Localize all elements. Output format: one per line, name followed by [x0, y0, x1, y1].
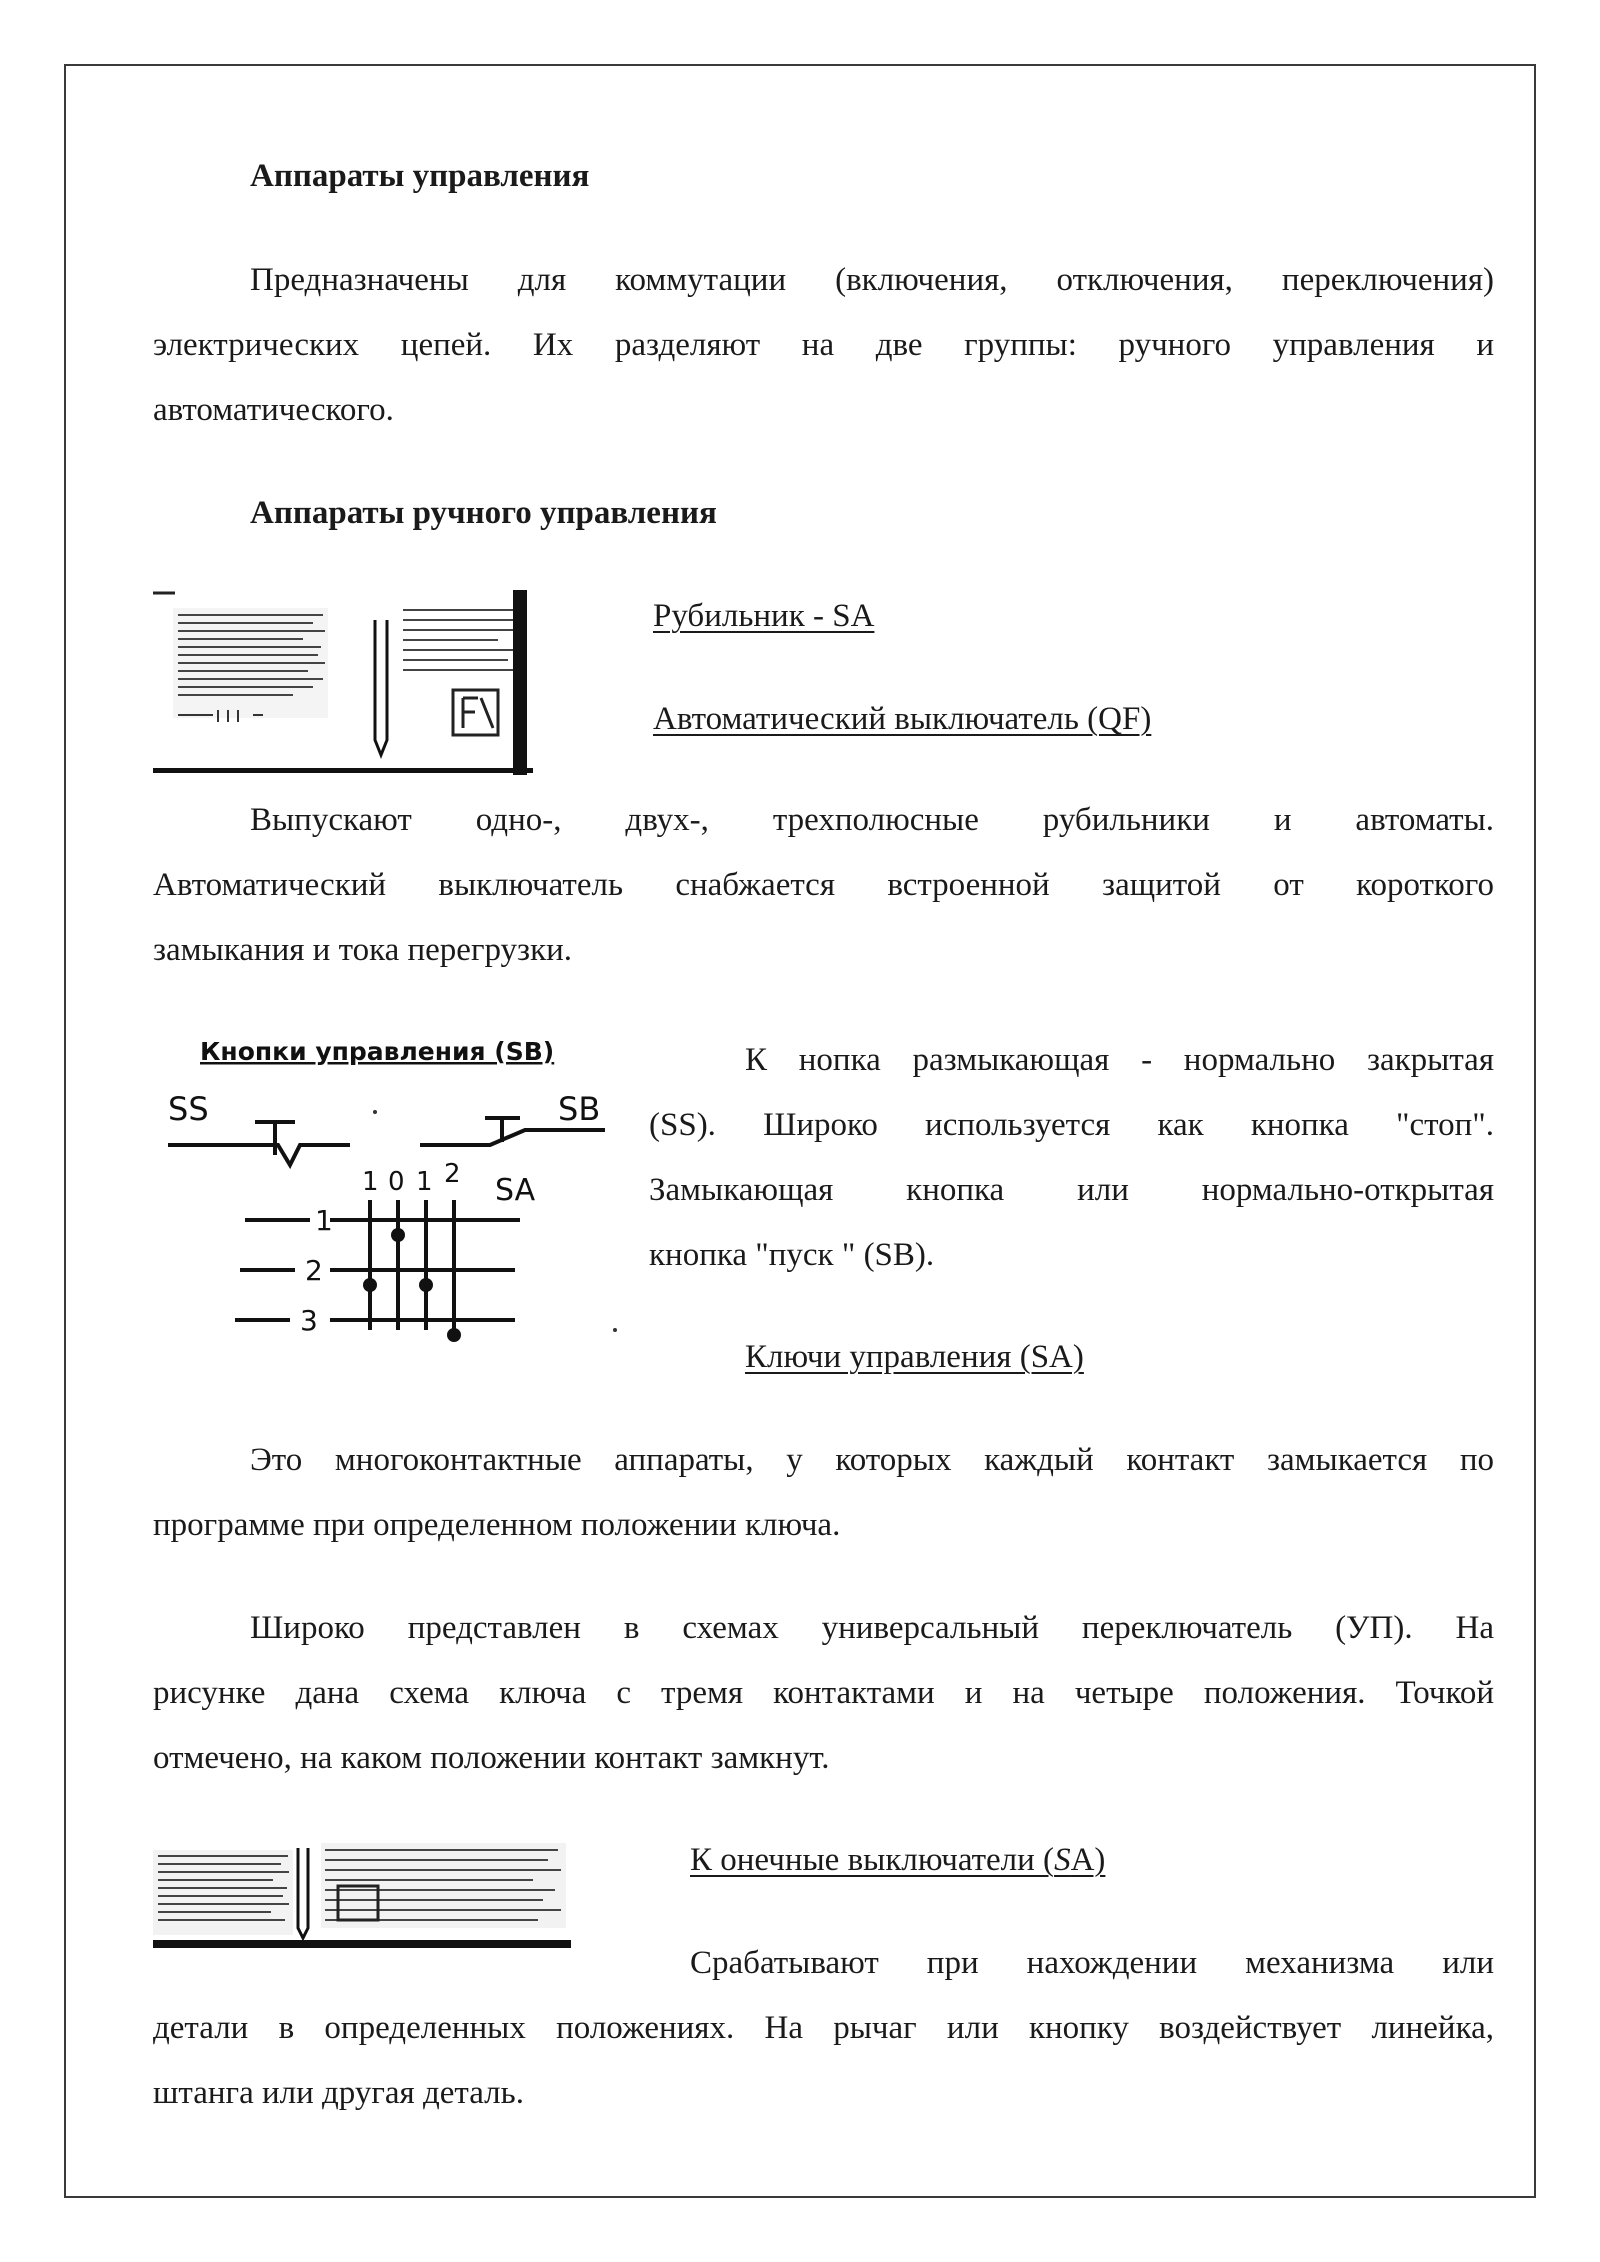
page-title: Аппараты управления: [250, 158, 590, 194]
control-buttons-diagram: [160, 1030, 630, 1350]
intro-line-2: электрических цепей. Их разделяют на две группы: ручного управления и: [153, 327, 1494, 363]
buttons-line-1: К нопка размыкающая - нормально закрытая: [745, 1042, 1494, 1078]
position-label-2: 2: [444, 1159, 461, 1189]
contact-label-3: 3: [300, 1304, 318, 1337]
limit-switch-scan-image: [153, 1838, 573, 1953]
universal-line-2: рисунке дана схема ключа с тремя контактами и на четыре положения. Точкой: [153, 1675, 1494, 1711]
position-label-1: 1: [362, 1167, 379, 1197]
diagram-label-sb: SB: [558, 1090, 601, 1128]
contact-label-2: 2: [305, 1254, 323, 1287]
diagram-label-ss: SS: [168, 1090, 209, 1128]
switch-scan-image: [153, 590, 533, 775]
release-line-3: замыкания и тока перегрузки.: [153, 932, 573, 968]
limit-line-1: Срабатывают при нахождении механизма или: [690, 1945, 1494, 1981]
contact-label-1: 1: [315, 1204, 333, 1237]
keys-line-1: Это многоконтактные аппараты, у которых каждый контакт замыкается по: [250, 1442, 1494, 1478]
release-line-2: Автоматический выключатель снабжается встроенной защитой от короткого: [153, 867, 1494, 903]
link-control-keys-sa[interactable]: Ключи управления (SA): [745, 1339, 1084, 1375]
release-line-1: Выпускают одно-, двух-, трехполюсные рубильники и автоматы.: [250, 802, 1494, 838]
intro-line-1: Предназначены для коммутации (включения, отключения, переключения): [250, 262, 1494, 298]
link-circuit-breaker-qf[interactable]: Автоматический выключатель (QF): [653, 701, 1152, 737]
keys-line-2: программе при определенном положении ключа.: [153, 1507, 841, 1543]
diagram-title: Кнопки управления (SB): [200, 1037, 555, 1066]
limit-line-2: детали в определенных положениях. На рычаг или кнопку воздействует линейка,: [153, 2010, 1494, 2046]
link-limit-switches-sa[interactable]: [690, 1840, 1105, 1880]
diagram-label-sa: SA: [495, 1173, 536, 1208]
link-limit-switches-italic: S: [1054, 1842, 1071, 1878]
link-limit-switches-suffix: A): [1070, 1842, 1106, 1878]
link-switch-sa[interactable]: Рубильник - SA: [653, 598, 875, 634]
universal-line-3: отмечено, на каком положении контакт замкнут.: [153, 1740, 830, 1776]
section-heading-manual: Аппараты ручного управления: [250, 495, 717, 531]
link-limit-switches-prefix: К онечные выключатели (: [690, 1842, 1055, 1878]
position-label-0: 0: [388, 1167, 405, 1197]
limit-line-3: штанга или другая деталь.: [153, 2075, 524, 2111]
buttons-line-2: (SS). Широко используется как кнопка "стоп".: [649, 1107, 1494, 1143]
position-label-1b: 1: [416, 1167, 433, 1197]
buttons-line-3: Замыкающая кнопка или нормально-открытая: [649, 1172, 1494, 1208]
universal-line-1: Широко представлен в схемах универсальный переключатель (УП). На: [250, 1610, 1494, 1646]
intro-line-3: автоматического.: [153, 392, 394, 428]
buttons-line-4: кнопка "пуск " (SB).: [649, 1237, 935, 1273]
